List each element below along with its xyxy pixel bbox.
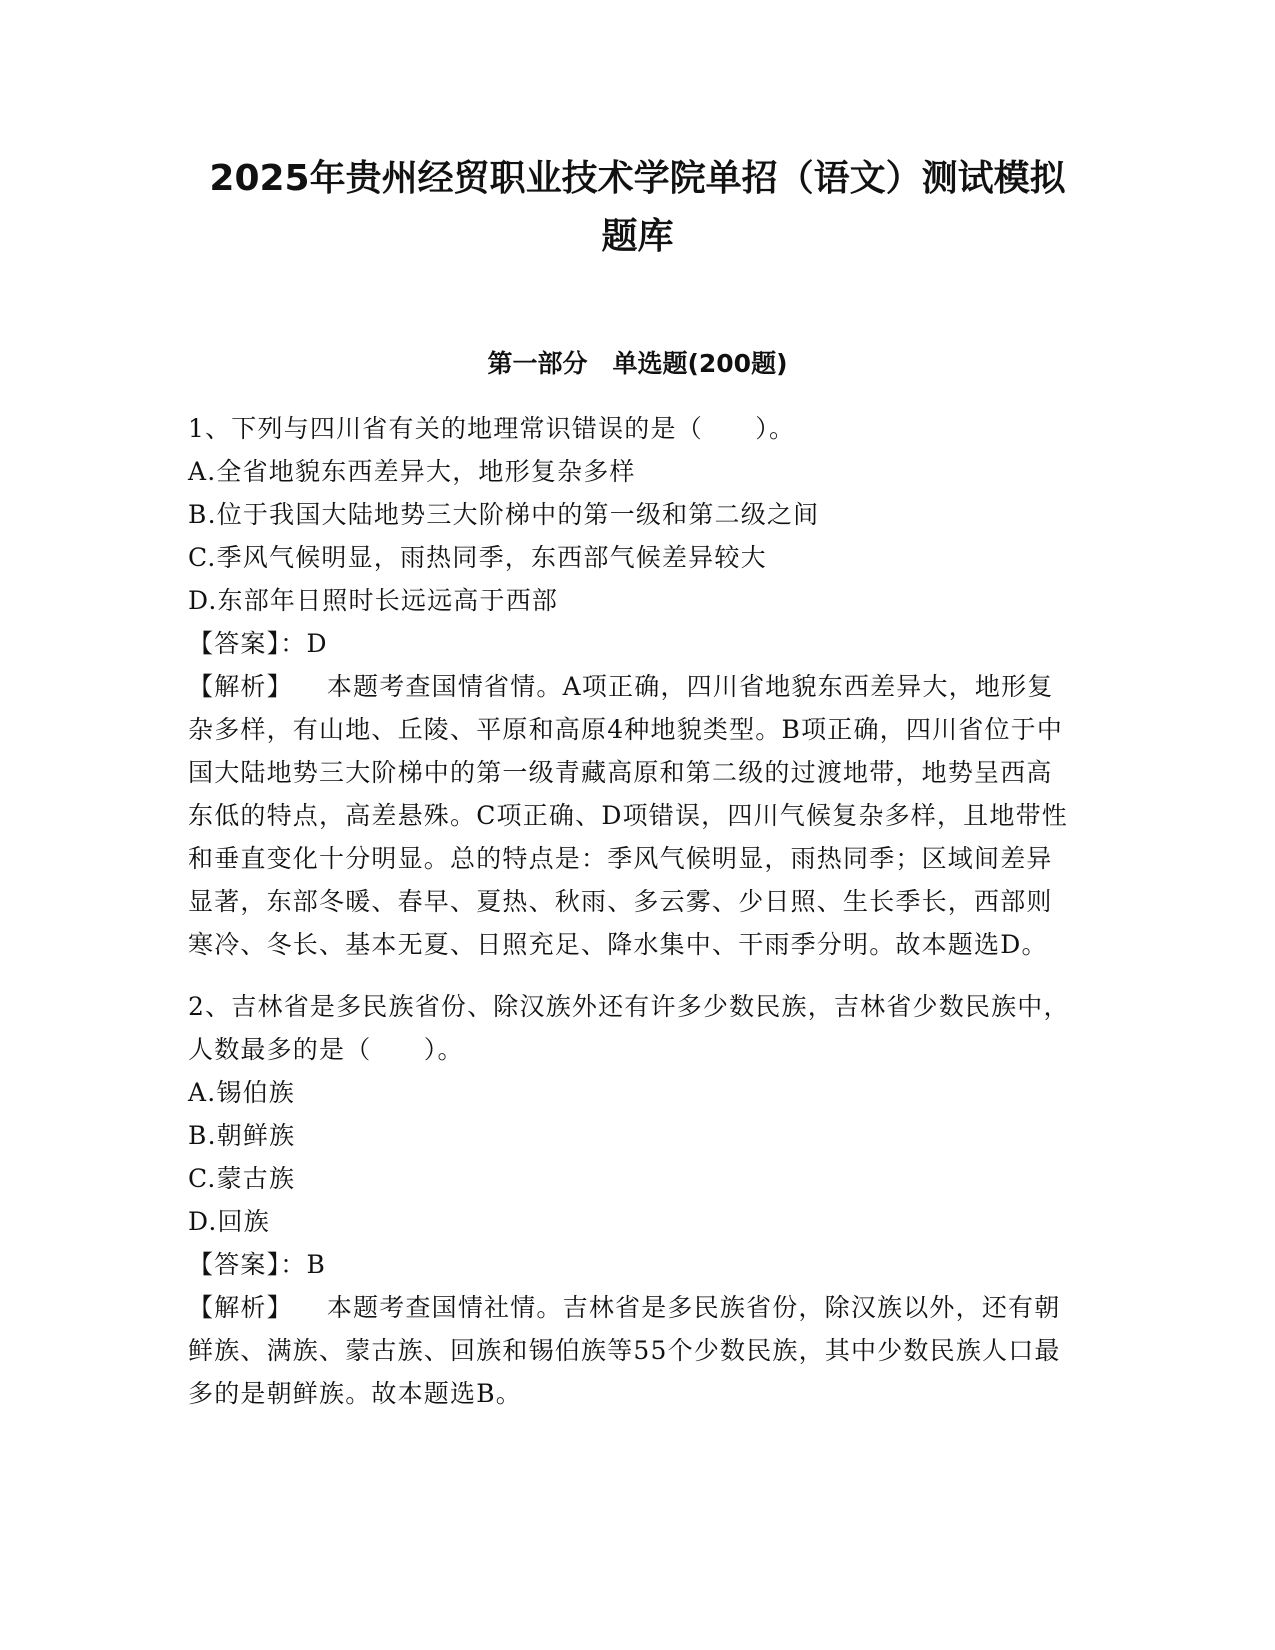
question-stem: 1、下列与四川省有关的地理常识错误的是（ ）。 xyxy=(188,414,796,443)
option-a: A.全省地貌东西差异大，地形复杂多样 xyxy=(188,457,636,486)
analysis xyxy=(188,1286,1078,1415)
document-title-line-2: 题库 xyxy=(601,216,674,257)
option-a: A.锡伯族 xyxy=(188,1078,296,1107)
answer-label: 【答案】： xyxy=(188,1250,307,1279)
option-d: D.回族 xyxy=(188,1207,270,1236)
analysis-text: 本题考查国情社情。吉林省是多民族省份，除汉族以外，还有朝鲜族、满族、蒙古族、回族和锡伯族等55个少数民族，其中少数民族人口最多的是朝鲜族。故本题选B。 xyxy=(188,1293,1061,1408)
question-stem: 2、吉林省是多民族省份、除汉族外还有许多少数民族，吉林省少数民族中，人数最多的是（ ）。 xyxy=(188,992,1070,1064)
analysis xyxy=(188,665,1078,966)
option-c: C.蒙古族 xyxy=(188,1164,296,1193)
option-b: B.朝鲜族 xyxy=(188,1121,296,1150)
option-b: B.位于我国大陆地势三大阶梯中的第一级和第二级之间 xyxy=(188,500,820,529)
answer-label: 【答案】： xyxy=(188,629,307,658)
answer-line xyxy=(188,622,1078,665)
option-d: D.东部年日照时长远远高于西部 xyxy=(188,586,559,615)
document-title-line-1: 2025年贵州经贸职业技术学院单招（语文）测试模拟 xyxy=(209,158,1066,199)
question-list xyxy=(188,407,1078,1415)
option-c: C.季风气候明显，雨热同季，东西部气候差异较大 xyxy=(188,543,767,572)
analysis-text: 本题考查国情省情。A项正确，四川省地貌东西差异大，地形复杂多样，有山地、丘陵、平原和高原4种地貌类型。B项正确，四川省位于中国大陆地势三大阶梯中的第一级青藏高原和第二级的过渡地带，地势呈西高东低的特点，高差悬殊。C项正确、D项错误，四川气候复杂多样，且地带性和垂直变化十分明显。总的特点是：季风气候明显，雨热同季；区域间差异显著，东部冬暖、春早、夏热、秋雨、多云雾、少日照、生长季长，西部则寒冷、冬长、基本无夏、日照充足、降水集中、干雨季分明。故本题选D。 xyxy=(188,672,1068,959)
answer-value: B xyxy=(306,1250,327,1279)
analysis-label: 【解析】 xyxy=(188,672,293,701)
section-heading: 第一部分 单选题(200题) xyxy=(487,349,788,378)
answer-value: D xyxy=(306,629,328,658)
document-title xyxy=(150,150,1125,266)
question-1 xyxy=(188,407,1078,966)
question-2 xyxy=(188,985,1078,1415)
analysis-label: 【解析】 xyxy=(188,1293,293,1322)
answer-line xyxy=(188,1243,1078,1286)
